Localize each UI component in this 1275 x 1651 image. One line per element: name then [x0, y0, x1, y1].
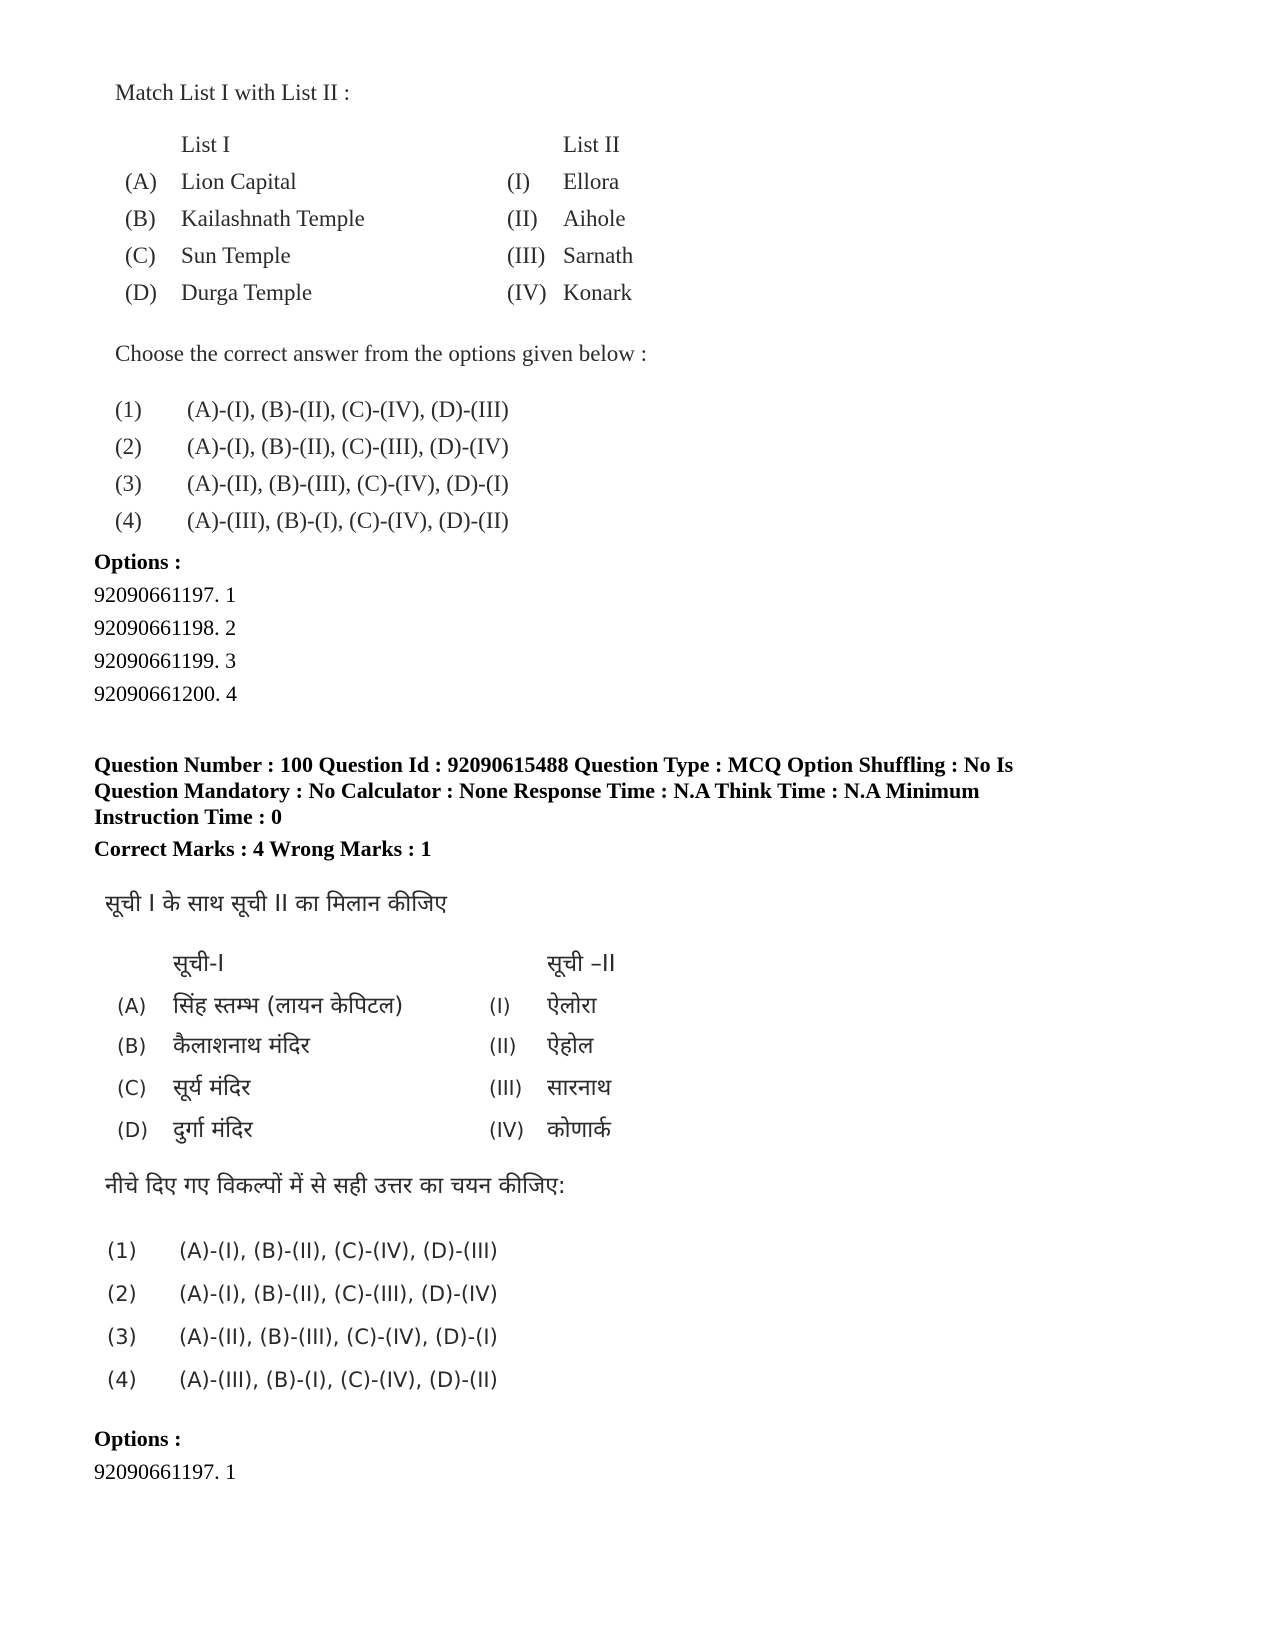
question-image-hindi	[105, 882, 805, 1402]
choice-number: (2)	[115, 434, 142, 459]
list-row	[105, 1110, 805, 1150]
list-i-item: कैलाशनाथ मंदिर	[173, 1033, 310, 1059]
options-heading: Options :	[94, 549, 182, 574]
list-ii-label: (II)	[507, 206, 538, 231]
list-i-header: List I	[181, 132, 231, 157]
question-prompt: Match List I with List II :	[115, 80, 351, 105]
list-row	[115, 237, 815, 275]
metadata-line: Instruction Time : 0	[94, 804, 283, 829]
choice-number: (3)	[115, 471, 142, 496]
list-ii-header: सूची –II	[547, 951, 616, 977]
match-list-table	[115, 126, 815, 321]
list-i-item: दुर्गा मंदिर	[173, 1117, 253, 1143]
list-row	[105, 986, 805, 1026]
option-id-item: 92090661197. 1	[94, 1459, 237, 1484]
list-i-header: सूची-I	[173, 951, 225, 977]
answer-choice	[105, 1230, 805, 1273]
choice-number: (3)	[107, 1325, 137, 1349]
choice-number: (4)	[107, 1368, 137, 1392]
answer-choice	[115, 502, 815, 539]
list-ii-label: (IV)	[507, 280, 547, 305]
list-i-label: (A)	[117, 994, 147, 1018]
options-heading: Options :	[94, 1426, 182, 1451]
question-metadata	[94, 752, 1204, 862]
option-id-item: 92090661199. 3	[94, 648, 237, 673]
list-ii-label: (IV)	[489, 1118, 525, 1142]
list-ii-label: (II)	[489, 1034, 517, 1058]
list-ii-item: Sarnath	[563, 243, 634, 268]
marks-line: Correct Marks : 4 Wrong Marks : 1	[94, 836, 432, 861]
list-i-item: Kailashnath Temple	[181, 206, 365, 231]
list-ii-item: Aihole	[563, 206, 626, 231]
choice-number: (4)	[115, 508, 142, 533]
answer-choice	[105, 1359, 805, 1402]
metadata-line: Question Mandatory : No Calculator : None Response Time : N.A Think Time : N.A Minimum	[94, 778, 980, 803]
choice-number: (1)	[107, 1239, 137, 1263]
list-i-item: Durga Temple	[181, 280, 313, 305]
list-i-label: (C)	[117, 1076, 147, 1100]
choice-text: (A)-(I), (B)-(II), (C)-(IV), (D)-(III)	[179, 1239, 498, 1263]
list-i-label: (A)	[125, 169, 157, 194]
list-i-item: Sun Temple	[181, 243, 291, 268]
list-ii-item: ऐलोरा	[547, 993, 597, 1019]
choice-number: (1)	[115, 397, 142, 422]
options-list	[94, 1422, 236, 1488]
list-i-item: Lion Capital	[181, 169, 297, 194]
list-i-label: (B)	[117, 1034, 147, 1058]
match-list-table	[105, 944, 805, 1143]
option-id-item: 92090661197. 1	[94, 582, 237, 607]
choice-text: (A)-(II), (B)-(III), (C)-(IV), (D)-(I)	[187, 471, 509, 496]
list-row	[105, 1026, 805, 1066]
options-list	[94, 545, 237, 710]
list-ii-item: ऐहोल	[547, 1033, 594, 1059]
choice-text: (A)-(III), (B)-(I), (C)-(IV), (D)-(II)	[187, 508, 509, 533]
list-row	[105, 1068, 805, 1108]
list-i-label: (C)	[125, 243, 156, 268]
choice-number: (2)	[107, 1282, 137, 1306]
list-i-label: (D)	[125, 280, 157, 305]
metadata-line: Question Number : 100 Question Id : 92090615488 Question Type : MCQ Option Shuffling : No Is	[94, 752, 1014, 777]
question-image-english	[115, 74, 815, 539]
answer-choice	[115, 465, 815, 502]
question-prompt: सूची I के साथ सूची II का मिलान कीजिए	[105, 891, 447, 917]
choice-text: (A)-(I), (B)-(II), (C)-(III), (D)-(IV)	[179, 1282, 498, 1306]
list-row	[115, 163, 815, 201]
choice-text: (A)-(III), (B)-(I), (C)-(IV), (D)-(II)	[179, 1368, 498, 1392]
list-i-label: (B)	[125, 206, 156, 231]
list-row	[115, 200, 815, 238]
choose-instruction: Choose the correct answer from the options given below :	[115, 341, 648, 366]
option-id-item: 92090661198. 2	[94, 615, 237, 640]
choice-text: (A)-(I), (B)-(II), (C)-(III), (D)-(IV)	[187, 434, 509, 459]
list-ii-item: सारनाथ	[547, 1075, 612, 1101]
option-id-item: 92090661200. 4	[94, 681, 237, 706]
answer-choice	[115, 428, 815, 465]
list-ii-item: Ellora	[563, 169, 620, 194]
list-ii-label: (I)	[489, 994, 511, 1018]
list-ii-label: (III)	[489, 1076, 523, 1100]
list-header-row	[105, 944, 805, 984]
list-ii-label: (III)	[507, 243, 546, 268]
list-i-item: सिंह स्तम्भ (लायन केपिटल)	[173, 993, 404, 1019]
list-header-row	[115, 126, 815, 164]
list-i-item: सूर्य मंदिर	[173, 1075, 251, 1101]
list-ii-label: (I)	[507, 169, 530, 194]
list-ii-header: List II	[563, 132, 620, 157]
choose-instruction: नीचे दिए गए विकल्पों में से सही उत्तर का चयन कीजिए:	[105, 1173, 566, 1199]
list-row	[115, 274, 815, 312]
list-i-label: (D)	[117, 1118, 149, 1142]
answer-choice	[105, 1316, 805, 1359]
list-ii-item: Konark	[563, 280, 632, 305]
answer-choices	[115, 391, 815, 539]
choice-text: (A)-(I), (B)-(II), (C)-(IV), (D)-(III)	[187, 397, 509, 422]
list-ii-item: कोणार्क	[547, 1117, 611, 1143]
answer-choices	[105, 1230, 805, 1402]
answer-choice	[115, 391, 815, 428]
choice-text: (A)-(II), (B)-(III), (C)-(IV), (D)-(I)	[179, 1325, 498, 1349]
answer-choice	[105, 1273, 805, 1316]
